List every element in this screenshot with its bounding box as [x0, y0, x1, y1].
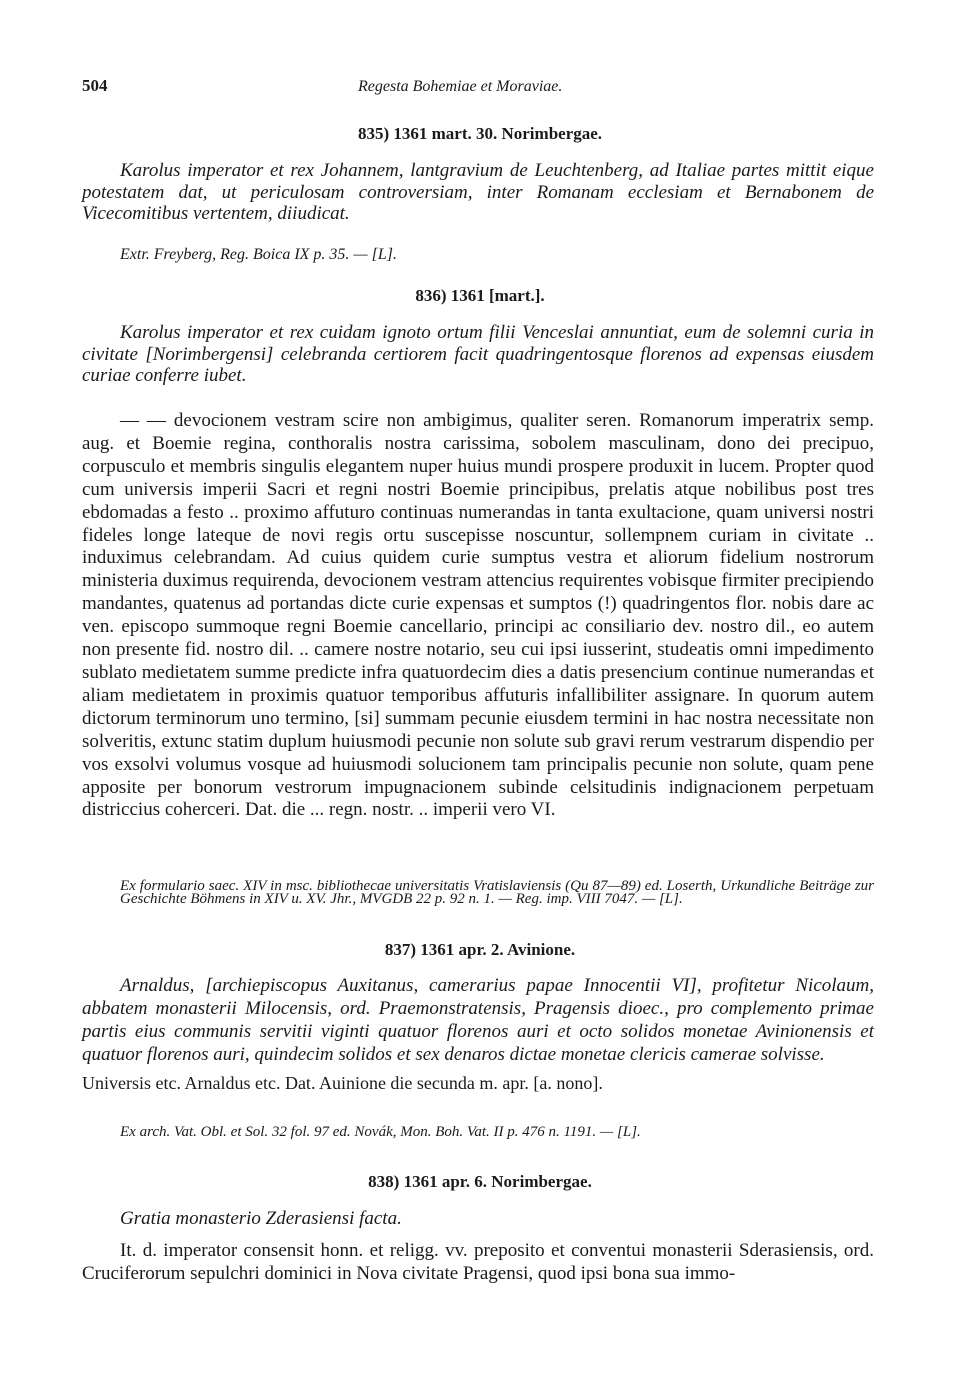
entry-summary: Karolus imperator et rex Johannem, lantgravium de Leuchtenberg, ad Italiae partes mittit eique potestatem dat, ut periculosam controversiam, inter Romanam ecclesiam et Bernabonem de Vicecomitibus vertentem, diiudicat. [82, 160, 874, 224]
running-title: Regesta Bohemiae et Moraviae. [358, 78, 563, 95]
entry-body: It. d. imperator consensit honn. et religg. vv. preposito et conventui monasterii Sderasiensis, ord. Cruciferorum sepulchri dominici in Nova civitate Pragensi, quod ipsi bona sua immo- [82, 1240, 874, 1284]
entry-summary-tail: Universis etc. Arnaldus etc. Dat. Auinione die secunda m. apr. [a. nono]. [82, 1073, 603, 1093]
entry-heading: 836) 1361 [mart.]. [415, 286, 545, 305]
entry-summary: Arnaldus, [archiepiscopus Auxitanus, camerarius papae Innocentii VI], profitetur Nicolaum, abbatem monasterii Milocensis, ord. Praemonstratensis, Pragensis dioec., pro complemento primae partis eius communis servitii viginti quatuor florenos auri et octo solidos monetae Avinionensis et quatuor florenos auri, quindecim solidos et sex denaros dictae monetae clericis camerae solvisse. [82, 975, 874, 1065]
entry-summary: Gratia monasterio Zderasiensi facta. [120, 1208, 402, 1229]
entry-body: — — devocionem vestram scire non ambigimus, qualiter seren. Romanorum imperatrix semp. aug. et Boemie regina, conthoralis nostra carissima, sobolem masculinam, dono dei precipuo, corpusculo et membris singulis elegantem nuper huius mundi prospere produxit in lucem. Propter quod cum universis imperii Sacri et regni nostri Boemie principibus, prelatis atque nobilibus post tres ebdomadas a festo .. proximo affuturo continuas numerandas in tanta exultacione, quam universi nostri fideles longe lateque de novi regis ortu suscepisse noscuntur, sollempnem curiam in civitate .. induximus celebrandam. Ad cuius quidem curie sumptus vestra et aliorum fidelium nostrorum ministeria duximus requirenda, devocionem vestram attencius requirentes vobisque firmiter precipiendo mandantes, quatenus ad portandas dicte curie expensas et sumptos (!) quadringentos flor. nobis dare ac ven. episcopo summoque regni Boemie cancellario, principi ac consiliario dev. nostro dil., eo autem non presente fid. nostro dil. .. camere nostre notario, seu cui ipsi iusserint, studeatis omni impedimento sublato medietatem summe predicte infra quatuordecim dies a datis presencium continue numerandas et aliam medietatem in proximis quatuor temporibus affuturis infallibiliter assignare. In quorum autem dictorum terminorum uno termino, [si] summam pecunie eiusdem termini in hac nostra necessitate non solveritis, extunc statim duplum huiusmodi pecunie non solute sub gravi rerum vestrarum dispendio per vos exsolvi volumus vosque ad huiusmodi solucionem tam principalis pecunie non solute, quam pene apposite per bonorum vestrorum impugnacionem subinde celsitudinis indignacionem perpetuam districcius coherceri. Dat. die ... regn. nostr. .. imperii vero VI. [82, 410, 874, 821]
entry-heading: 837) 1361 apr. 2. Avinione. [384, 940, 576, 959]
entry-summary: Karolus imperator et rex cuidam ignoto ortum filii Venceslai annuntiat, eum de solemni curia in civitate [Norimbergensi] celebranda certiorem facit quadringentosque florenos ad expensas eiusdem curiae conferre iubet. [82, 322, 874, 386]
entry-source: Ex arch. Vat. Obl. et Sol. 32 fol. 97 ed. Novák, Mon. Boh. Vat. II p. 476 n. 1191. — [L]. [120, 1124, 641, 1140]
entry-source: Ex formulario saec. XIV in msc. bibliothecae universitatis Vratislaviensis (Qu 87—89) ed. Loserth, Urkundliche Beiträge zur Geschichte Böhmens in XIV u. XV. Jhr., MVGDB 22 p. 92 n. 1. — Reg. imp. VIII 7047. — [L]. [120, 878, 874, 907]
entry-heading: 838) 1361 apr. 6. Norimbergae. [368, 1172, 592, 1191]
page-number: 504 [82, 76, 108, 95]
entry-source: Extr. Freyberg, Reg. Boica IX p. 35. — [L]. [120, 246, 397, 263]
entry-heading: 835) 1361 mart. 30. Norimbergae. [357, 124, 603, 143]
